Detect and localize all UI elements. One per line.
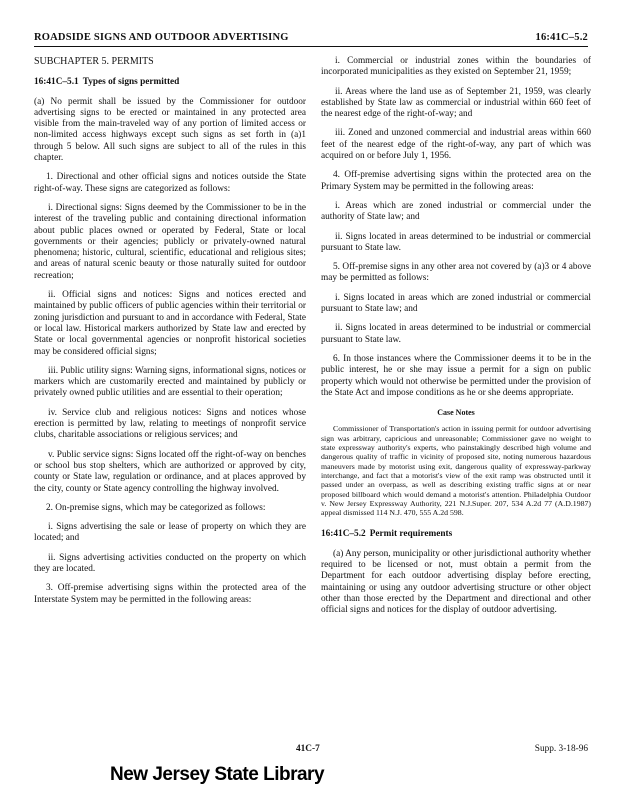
running-header: [34, 30, 588, 47]
paragraph-3-iii: iii. Zoned and unzoned commercial and industrial areas within 660 feet of the nearest edge of the right-of-way, any part of which was acquired on or before July 1, 1956.: [321, 128, 591, 162]
paragraph-1: 1. Directional and other official signs and notices outside the State right-of-way. These signs are categorized as follows:: [34, 172, 306, 194]
paragraph-4-i: i. Areas which are zoned industrial or commercial under the authority of State law; and: [321, 200, 591, 223]
paragraph-5-2-a: (a) Any person, municipality or other jurisdictional authority whether required to be licensed or not, must obtain a permit from the Department for each outdoor advertising display before erecting, maintaining or using any outdoor advertising structure or other object other than those erected by the Department and directional and other official signs and notices for the display of outdoor advertising.: [321, 548, 591, 616]
paragraph-5-ii: ii. Signs located in areas determined to be industrial or commercial pursuant to State law.: [321, 323, 591, 345]
subchapter-heading: SUBCHAPTER 5. PERMITS: [34, 56, 154, 67]
paragraph-3-i: i. Commercial or industrial zones within the boundaries of incorporated municipalities as they existed on September 21, 1959;: [321, 56, 591, 78]
paragraph-2-ii: ii. Signs advertising activities conducted on the property on which they are located.: [34, 552, 306, 574]
paragraph-2: 2. On-premise signs, which may be categorized as follows:: [46, 502, 266, 513]
paragraph-1-iv: iv. Service club and religious notices: Signs and notices whose erection is permitted by law, relating to meetings of nonprofit service clubs, charitable associations or religious services; and: [34, 407, 306, 441]
paragraph-4: 4. Off-premise advertising signs within the protected area on the Primary System may be permitted in the following areas:: [321, 170, 591, 192]
case-notes-text: Commissioner of Transportation's action in issuing permit for outdoor advertising sign was arbitrary, capricious and unreasonable; Commissioner gave no weight to state expressway authority's experts, who painstakingly described high volume and dangerous quality of traffic in vicinity of proposed site, noting numerous hazardous maneuvers made by motorist using exit, dangerous quality of expressway-parkway interchange, and fact that a motorist's view of the exit ramp was obstructed until it passed under an overpass, as well as describing existing traffic signs at or near proposed billboard which would demand a motorist's attention. Philadelphia Outdoor v. New Jersey Expressway Authority, 221 N.J.Super. 207, 534 A.2d 77 (A.D.1987) appeal dismissed 114 N.J. 470, 555 A.2d 598.: [321, 424, 591, 518]
section-number-2: 16:41C–5.2: [321, 529, 366, 540]
paragraph-4-ii: ii. Signs located in areas determined to be industrial or commercial pursuant to State law.: [321, 231, 591, 253]
section-title: Types of signs permitted: [82, 77, 180, 88]
section-title-2: Permit requirements: [369, 529, 453, 540]
section-number: 16:41C–5.1: [34, 77, 79, 88]
paragraph-3: 3. Off-premise advertising signs within the protected area of the Interstate System may be permitted in the following areas:: [34, 583, 306, 605]
case-notes-heading: Case Notes: [437, 408, 475, 418]
paragraph-a: (a) No permit shall be issued by the Commissioner for outdoor advertising signs to be erected or maintained in any protected area visible from the main-traveled way of any portion of limited access or non-limited access highways except such signs as set forth in (a)1 through 5 below. All such signs are subject to all of the rules in this chapter.: [34, 96, 306, 164]
left-column: [34, 56, 306, 614]
page-number: 41C-7: [296, 744, 320, 754]
paragraph-2-i: i. Signs advertising the sale or lease of property on which they are located; and: [34, 522, 306, 544]
paragraph-1-i: i. Directional signs: Signs deemed by the Commissioner to be in the interest of the traveling public and containing directional information about public places owned or operated by Federal, State or local governments or their agencies; publicly or privately-owned natural phenomena; historic, cultural, scientific, educational and religious sites; and areas of natural scenic beauty or those naturally suited for outdoor recreation;: [34, 202, 306, 281]
section-heading: [34, 77, 306, 88]
paragraph-1-v: v. Public service signs: Signs located off the right-of-way on benches or school bus stop shelters, which are authorized or approved by city, county or State law, regulation or ordinance, and at places approved by the city, county or State agency controlling the highway involved.: [34, 449, 306, 494]
section-heading-2: [321, 529, 591, 540]
paragraph-1-ii: ii. Official signs and notices: Signs and notices erected and maintained by public officers of public agencies within their territorial or zoning jurisdiction and pursuant to and in accordance with Federal, State or local law. Historical markers authorized by State law and erected by State or local governmental agencies or nonprofit historical societies may be considered official signs;: [34, 290, 306, 357]
paragraph-1-iii: iii. Public utility signs: Warning signs, informational signs, notices or markers which are customarily erected and maintained by publicly or privately owned public utilities and are essential to their operation;: [34, 365, 306, 399]
header-section-number: 16:41C–5.2: [535, 32, 588, 43]
paragraph-5: 5. Off-premise signs in any other area not covered by (a)3 or 4 above may be permitted as follows:: [321, 262, 591, 284]
paragraph-3-ii: ii. Areas where the land use as of September 21, 1959, was clearly established by State law as commercial or industrial within 660 feet of the nearest edge of the right-of-way; and: [321, 86, 591, 120]
right-column: [321, 56, 591, 624]
library-stamp: New Jersey State Library: [110, 764, 325, 785]
paragraph-6: 6. In those instances where the Commissioner deems it to be in the public interest, he or she may issue a permit for a sign on public property which would not otherwise be permitted under the provision of the State Act and impose conditions as he or she deems appropriate.: [321, 353, 591, 398]
header-title: ROADSIDE SIGNS AND OUTDOOR ADVERTISING: [34, 32, 289, 43]
paragraph-5-i: i. Signs located in areas which are zoned industrial or commercial pursuant to State law; and: [321, 292, 591, 315]
supplement-date: Supp. 3-18-96: [534, 744, 588, 754]
